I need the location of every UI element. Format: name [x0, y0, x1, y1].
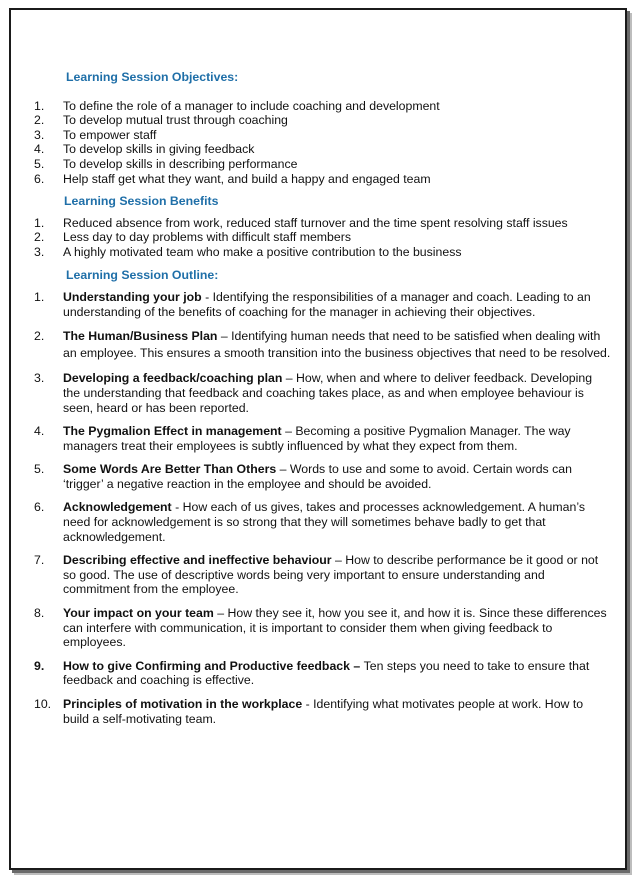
item-text: Words to use and some to avoid. Certain words can ‘trigger’ a negative reaction in the employee and should be avoided.: [63, 462, 572, 491]
list-item: [34, 659, 612, 688]
item-title: Acknowledgement: [63, 500, 172, 515]
item-number: 2.: [34, 230, 45, 245]
objectives-list: [34, 99, 612, 187]
item-title: The Human/Business Plan: [63, 329, 218, 344]
list-item: [34, 290, 612, 319]
list-item: [34, 157, 612, 172]
list-item: [34, 142, 612, 157]
item-number: 3.: [34, 127, 45, 142]
item-text: To develop mutual trust through coaching: [63, 113, 288, 128]
item-title: Developing a feedback/coaching plan: [63, 371, 283, 386]
item-title: Some Words Are Better Than Others: [63, 462, 277, 477]
item-title: Your impact on your team: [63, 606, 214, 621]
document-content: [34, 70, 612, 726]
item-separator: –: [282, 371, 297, 386]
item-text: To empower staff: [63, 127, 157, 142]
item-text: Reduced absence from work, reduced staff turnover and the time spent resolving staff issues: [63, 215, 568, 230]
item-text: Help staff get what they want, and build a happy and engaged team: [63, 171, 431, 186]
item-text: To define the role of a manager to include coaching and development: [63, 98, 440, 113]
item-separator: -: [201, 290, 213, 305]
item-title: Principles of motivation in the workplace: [63, 697, 303, 711]
item-number: 4.: [34, 424, 45, 439]
item-text: Identifying human needs that need to be satisfied when dealing with an employee. This ensures a smooth transition into the business objectives that need to be resolved.: [63, 329, 611, 361]
item-separator: –: [281, 424, 296, 439]
outline-heading: Learning Session Outline:: [66, 267, 219, 282]
benefits-list: [34, 216, 612, 260]
item-number: 10.: [34, 697, 52, 711]
list-item: [34, 553, 612, 597]
item-number: 1.: [34, 215, 45, 230]
item-text: A highly motivated team who make a positive contribution to the business: [63, 244, 462, 259]
item-title: How to give Confirming and Productive feedback: [63, 658, 350, 673]
list-item: [34, 230, 612, 245]
item-number: 9.: [34, 658, 45, 673]
item-number: 3.: [34, 244, 45, 259]
list-item: [34, 113, 612, 128]
list-item: [34, 697, 612, 726]
item-text: How to describe performance be it good or not so good. The use of descriptive words being very important to ensure understanding and commitment from the employee.: [63, 553, 599, 597]
item-text: Ten steps you need to take to ensure that feedback and coaching is effective.: [63, 658, 590, 688]
item-title: Describing effective and ineffective behaviour: [63, 553, 332, 568]
list-item: [34, 99, 612, 114]
item-separator: –: [213, 606, 228, 621]
item-number: 5.: [34, 156, 45, 171]
list-item: [34, 606, 612, 650]
item-separator: –: [349, 658, 364, 673]
item-number: 2.: [34, 113, 45, 128]
item-number: 1.: [34, 98, 45, 113]
item-number: 6.: [34, 500, 45, 515]
item-number: 2.: [34, 329, 45, 344]
item-number: 3.: [34, 371, 45, 386]
objectives-heading: Learning Session Objectives:: [66, 70, 239, 84]
item-separator: -: [302, 697, 314, 711]
list-item: [34, 245, 612, 260]
item-text: Identifying what motivates people at work. How to build a self-motivating team.: [63, 697, 584, 726]
list-item: [34, 328, 612, 362]
item-number: 1.: [34, 290, 45, 305]
item-separator: -: [171, 500, 183, 515]
list-item: [34, 216, 612, 231]
item-text: How each of us gives, takes and processes acknowledgement. A human’s need for acknowledgement is so strong that they will sometimes behave badly to get that acknowledgement.: [63, 500, 585, 544]
item-text: To develop skills in describing performance: [63, 156, 298, 171]
item-text: To develop skills in giving feedback: [63, 142, 255, 157]
item-separator: –: [276, 462, 290, 477]
list-item: [34, 462, 612, 491]
item-title: Understanding your job: [63, 290, 202, 305]
item-text: How, when and where to deliver feedback. Developing the understanding that feedback and coaching takes place, as and when employee behaviour is seen, heard or has been reported.: [63, 371, 593, 415]
item-separator: –: [331, 553, 346, 568]
list-item: [34, 424, 612, 453]
item-number: 4.: [34, 142, 45, 157]
document-page: [9, 8, 627, 870]
item-text: Becoming a positive Pygmalion Manager. The way managers treat their employees is subtly influenced by what they expect from them.: [63, 424, 571, 453]
item-text: How they see it, how you see it, and how it is. Since these differences can interfere with communication, it is important to consider them when giving feedback to employees.: [63, 606, 607, 650]
list-item: [34, 128, 612, 143]
item-number: 8.: [34, 606, 45, 621]
item-number: 5.: [34, 462, 45, 477]
list-item: [34, 500, 612, 544]
item-text: Identifying the responsibilities of a manager and coach. Leading to an understanding of the benefits of coaching for the manager in achieving their objectives.: [63, 290, 591, 319]
item-title: The Pygmalion Effect in management: [63, 424, 282, 439]
benefits-heading: Learning Session Benefits: [64, 194, 219, 209]
item-number: 7.: [34, 553, 45, 568]
outline-list: [34, 290, 612, 726]
list-item: [34, 172, 612, 187]
item-text: Less day to day problems with difficult staff members: [63, 230, 351, 245]
list-item: [34, 371, 612, 415]
item-separator: –: [217, 329, 232, 344]
item-number: 6.: [34, 171, 45, 186]
